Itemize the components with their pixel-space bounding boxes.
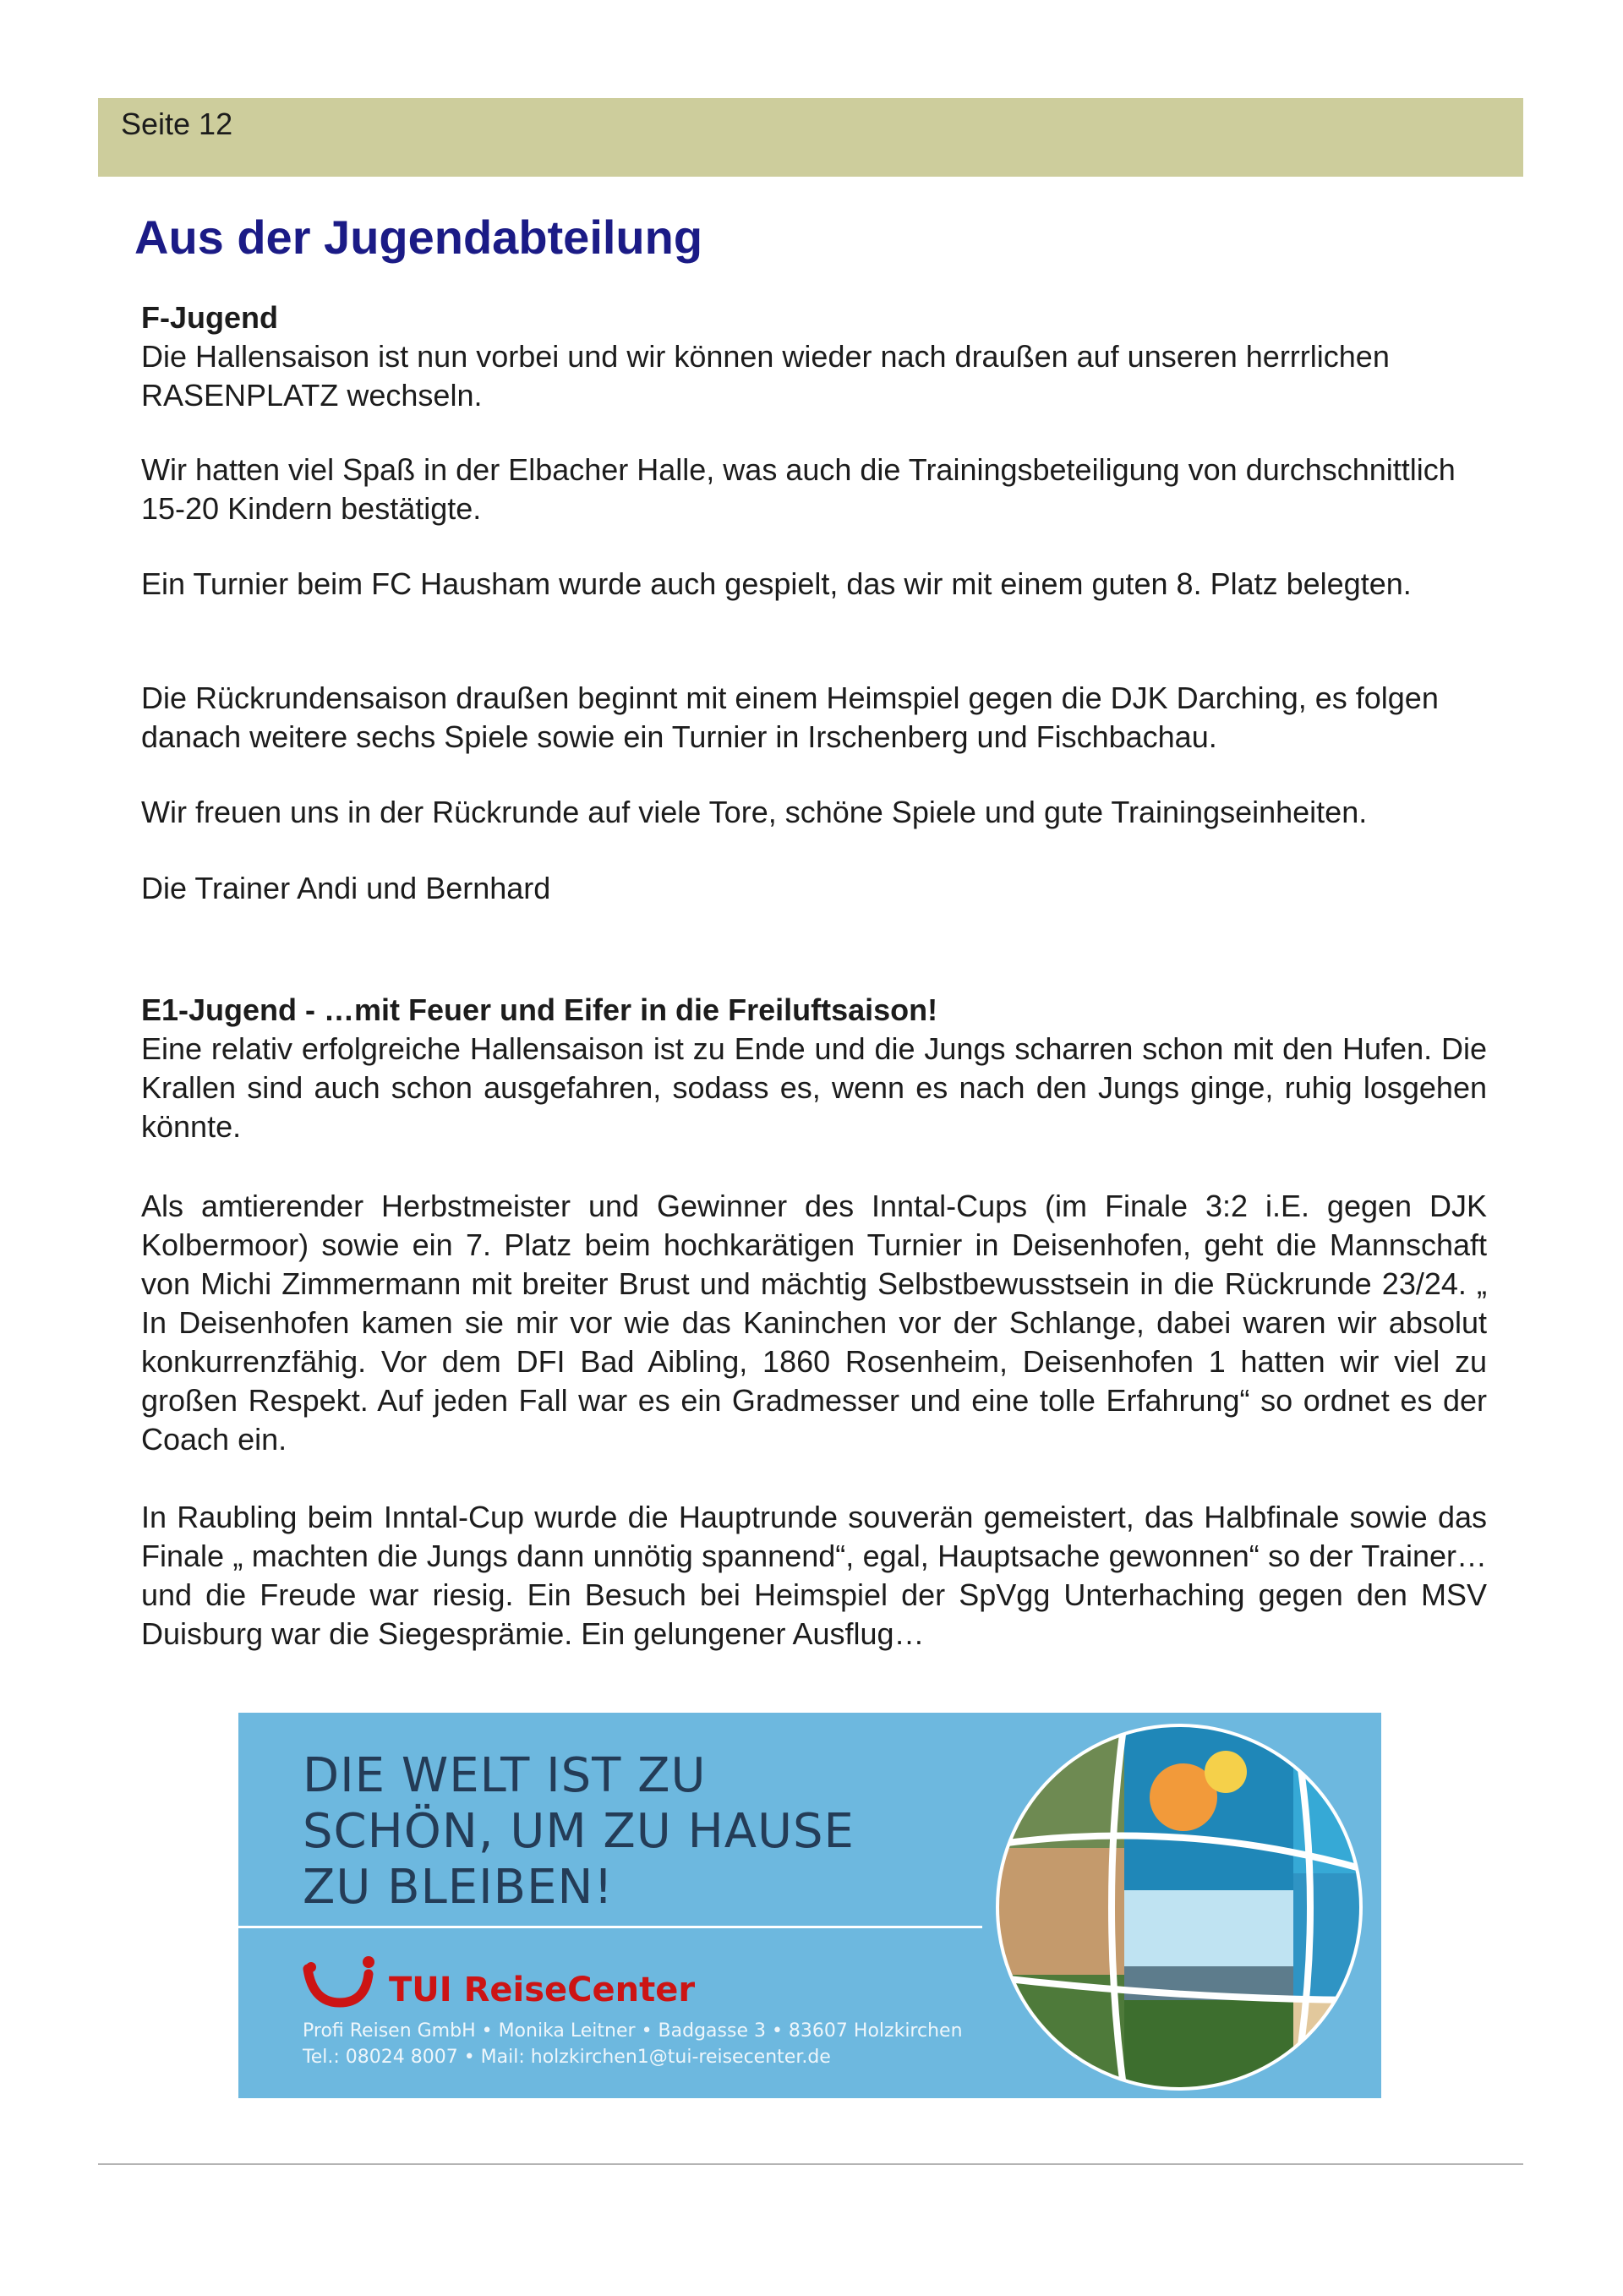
ad-brand: TUI ReiseCenter bbox=[389, 1971, 696, 2009]
ad-address: Profi Reisen GmbH • Monika Leitner • Badgasse 3 • 83607 Holzkirchen bbox=[303, 2020, 963, 2042]
ad-headline-line: SCHÖN, UM ZU HAUSE bbox=[303, 1804, 855, 1859]
paragraph: Ein Turnier beim FC Hausham wurde auch gespielt, das wir mit einem guten 8. Platz belegten. bbox=[141, 566, 1412, 601]
paragraph: Wir hatten viel Spaß in der Elbacher Halle, was auch die Trainingsbeteiligung von durchschnittlich 15-20 Kindern bestätigte. bbox=[141, 452, 1456, 526]
paragraph: Als amtierender Herbstmeister und Gewinner des Inntal-Cups (im Finale 3:2 i.E. gegen DJK Kolbermoor) sowie ein 7. Platz beim hochkarätigen Turnier in Deisenhofen, geht die Mannschaft von Michi Zimmermann mit breiter Brust und mächtig Selbstbewusstsein in die Rückrunde 23/24. „ In Deisenhofen kamen sie mir vor wie das Kaninchen vor der Schlange, dabei waren wir absolut konkurrenzfähig. Vor dem DFI Bad Aibling, 1860 Rosenheim, Deisenhofen 1 hatten wir viel zu großen Respekt. Auf jeden Fall war es ein Gradmesser und eine tolle Erfahrung“ so ordnet es der Coach ein. bbox=[141, 1189, 1487, 1457]
ad-headline-line: DIE WELT IST ZU bbox=[303, 1748, 707, 1803]
page-number: Seite 12 bbox=[121, 107, 233, 141]
header-bar bbox=[98, 98, 1523, 177]
paragraph: Eine relativ erfolgreiche Hallensaison ist zu Ende und die Jungs scharren schon mit den Hufen. Die Krallen sind auch schon ausgefahren, sodass es, wenn es nach den Jungs ginge, ruhig losgehen könnte. bbox=[141, 1031, 1487, 1144]
section-e1-jugend bbox=[141, 991, 1487, 1146]
paragraph: Die Rückrundensaison draußen beginnt mit einem Heimspiel gegen die DJK Darching, es folgen danach weitere sechs Spiele sowie ein Turnier in Irschenberg und Fischbachau. bbox=[141, 681, 1439, 754]
section-heading-e1-jugend: E1-Jugend - …mit Feuer und Eifer in die Freiluftsaison! bbox=[141, 992, 938, 1027]
page-title: Aus der Jugendabteilung bbox=[134, 210, 703, 264]
paragraph: Die Hallensaison ist nun vorbei und wir können wieder nach draußen auf unseren herrrlichen RASENPLATZ wechseln. bbox=[141, 339, 1390, 413]
section-f-jugend bbox=[141, 298, 1487, 415]
tui-logo-icon bbox=[303, 1954, 379, 2013]
ad-contact: Tel.: 08024 8007 • Mail: holzkirchen1@tui-reisecenter.de bbox=[303, 2047, 831, 2068]
tui-advertisement bbox=[238, 1713, 1381, 2098]
section-heading-f-jugend: F-Jugend bbox=[141, 300, 278, 335]
travel-collage-image bbox=[972, 1721, 1378, 2093]
ad-divider bbox=[238, 1926, 982, 1928]
paragraph: In Raubling beim Inntal-Cup wurde die Hauptrunde souverän gemeistert, das Halbfinale sowie das Finale „ machten die Jungs dann unnötig spannend“, egal, Hauptsache gewonnen“ so der Trainer… und die Freude war riesig. Ein Besuch bei Heimspiel der SpVgg Unterhaching gegen den MSV Duisburg war die Siegesprämie. Ein gelungener Ausflug… bbox=[141, 1500, 1487, 1651]
ad-headline-line: ZU BLEIBEN! bbox=[303, 1860, 614, 1915]
footer-divider bbox=[98, 2163, 1523, 2165]
ad-headline bbox=[303, 1748, 855, 1916]
paragraph: Wir freuen uns in der Rückrunde auf viele Tore, schöne Spiele und gute Trainingseinheiten. bbox=[141, 795, 1368, 829]
signature-text: Die Trainer Andi und Bernhard bbox=[141, 871, 551, 905]
